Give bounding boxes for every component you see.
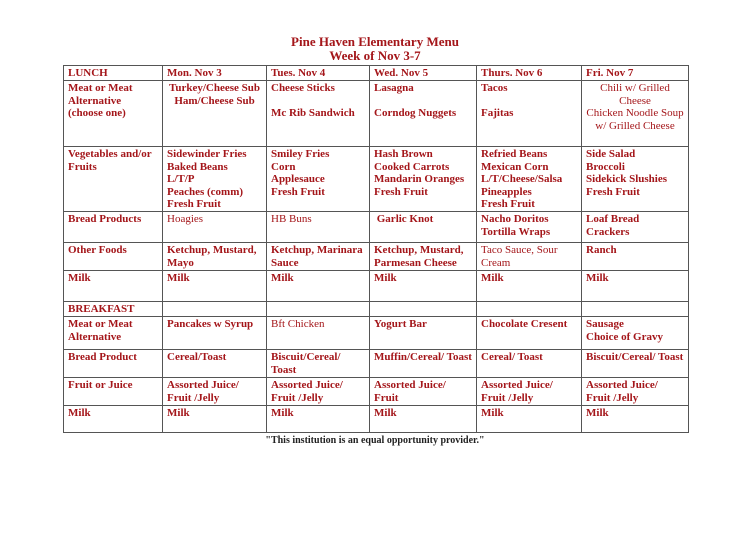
menu-cell bbox=[582, 81, 689, 147]
menu-cell: Cereal/Toast bbox=[163, 350, 267, 378]
menu-item: Tortilla Wraps bbox=[481, 225, 551, 238]
menu-item: Hoagies bbox=[167, 213, 204, 225]
menu-cell bbox=[582, 147, 689, 212]
menu-item: Cooked Carrots bbox=[374, 160, 450, 173]
table-row bbox=[64, 243, 689, 271]
menu-cell: Milk bbox=[477, 406, 582, 433]
menu-item: Loaf Bread bbox=[586, 213, 640, 225]
menu-cell bbox=[370, 212, 477, 243]
menu-item: Nacho Doritos bbox=[481, 213, 549, 225]
table-row bbox=[64, 271, 689, 302]
day-header-fri: Fri. Nov 7 bbox=[582, 66, 689, 81]
menu-item: Refried Beans bbox=[481, 148, 548, 160]
menu-item: Ketchup, Marinara Sauce bbox=[271, 244, 363, 269]
menu-item: Sidewinder Fries bbox=[167, 148, 247, 160]
menu-item: HB Buns bbox=[271, 213, 312, 225]
menu-item: Fresh Fruit bbox=[271, 185, 325, 198]
menu-cell: Milk bbox=[370, 406, 477, 433]
menu-item: Corn bbox=[271, 160, 296, 173]
menu-item: Taco Sauce, Sour Cream bbox=[481, 244, 558, 269]
table-row bbox=[64, 350, 689, 378]
row-label: Milk bbox=[64, 271, 163, 302]
menu-cell bbox=[477, 317, 582, 350]
menu-cell: Biscuit/Cereal/ Toast bbox=[582, 350, 689, 378]
day-header-wed: Wed. Nov 5 bbox=[370, 66, 477, 81]
menu-item: Mandarin Oranges bbox=[374, 173, 465, 185]
menu-item: Fresh Fruit bbox=[167, 198, 221, 210]
table-row bbox=[64, 317, 689, 350]
row-label: Milk bbox=[64, 406, 163, 433]
menu-cell: Milk bbox=[163, 271, 267, 302]
menu-cell: Milk bbox=[267, 271, 370, 302]
menu-item: Sausage bbox=[586, 318, 624, 330]
menu-item: L/T/Cheese/Salsa bbox=[481, 173, 563, 185]
row-label: Meat or Meat Alternative bbox=[64, 317, 163, 350]
menu-cell: Milk bbox=[582, 406, 689, 433]
menu-cell bbox=[267, 147, 370, 212]
menu-cell bbox=[582, 243, 689, 271]
menu-cell bbox=[267, 81, 370, 147]
equal-opportunity-statement: "This institution is an equal opportunity provider." bbox=[265, 435, 485, 446]
menu-cell bbox=[163, 81, 267, 147]
menu-item: Chili w/ Grilled Cheese bbox=[600, 82, 670, 107]
menu-cell bbox=[163, 212, 267, 243]
menu-item: Broccoli bbox=[586, 160, 625, 173]
menu-item: Garlic Knot bbox=[374, 213, 434, 225]
menu-cell bbox=[582, 212, 689, 243]
menu-item: Applesauce bbox=[271, 173, 325, 185]
menu-cell: Milk bbox=[267, 406, 370, 433]
menu-item: Fresh Fruit bbox=[481, 198, 535, 210]
menu-item: Bft Chicken bbox=[271, 318, 325, 330]
lunch-label: LUNCH bbox=[64, 66, 163, 81]
menu-cell bbox=[477, 212, 582, 243]
menu-cell bbox=[267, 317, 370, 350]
menu-item: Ketchup, Mustard, Parmesan Cheese bbox=[374, 244, 464, 269]
menu-item: Fresh Fruit bbox=[586, 185, 640, 198]
menu-cell bbox=[163, 317, 267, 350]
menu-item: L/T/P bbox=[167, 173, 195, 185]
menu-item: Mc Rib Sandwich bbox=[271, 107, 355, 119]
menu-cell: Milk bbox=[477, 271, 582, 302]
menu-item: Choice of Gravy bbox=[586, 330, 663, 343]
menu-cell bbox=[370, 317, 477, 350]
menu-item: Lasagna bbox=[374, 82, 414, 94]
menu-cell bbox=[370, 147, 477, 212]
menu-item: Ham/Cheese Sub bbox=[174, 94, 255, 107]
menu-cell: Cereal/ Toast bbox=[477, 350, 582, 378]
menu-item: Pineapples bbox=[481, 185, 532, 198]
table-row bbox=[64, 147, 689, 212]
menu-cell bbox=[477, 243, 582, 271]
table-row bbox=[64, 81, 689, 147]
breakfast-label: BREAKFAST bbox=[64, 302, 163, 317]
table-row bbox=[64, 378, 689, 406]
menu-item: Smiley Fries bbox=[271, 148, 330, 160]
menu-item: Tacos bbox=[481, 82, 508, 94]
row-label: Meat or Meat Alternative (choose one) bbox=[64, 81, 163, 147]
menu-item: Fajitas bbox=[481, 107, 514, 119]
menu-cell bbox=[370, 81, 477, 147]
table-row bbox=[64, 406, 689, 433]
menu-item: Fresh Fruit bbox=[374, 185, 428, 198]
menu-item: Ranch bbox=[586, 244, 617, 256]
menu-item: Side Salad bbox=[586, 148, 636, 160]
menu-cell bbox=[163, 147, 267, 212]
menu-cell: Assorted Juice/ Fruit bbox=[370, 378, 477, 406]
menu-cell: Biscuit/Cereal/ Toast bbox=[267, 350, 370, 378]
menu-cell: Milk bbox=[582, 271, 689, 302]
menu-cell bbox=[163, 243, 267, 271]
day-header-tue: Tues. Nov 4 bbox=[267, 66, 370, 81]
menu-item: Crackers bbox=[586, 225, 630, 238]
table-row bbox=[64, 212, 689, 243]
menu-cell: Milk bbox=[370, 271, 477, 302]
menu-cell: Assorted Juice/ Fruit /Jelly bbox=[477, 378, 582, 406]
school-menu-heading: Pine Haven Elementary Menu bbox=[291, 34, 459, 49]
menu-item: Hash Brown bbox=[374, 148, 433, 160]
row-label: Bread Products bbox=[64, 212, 163, 243]
menu-title bbox=[0, 35, 750, 63]
menu-cell bbox=[477, 81, 582, 147]
menu-item: Chocolate Cresent bbox=[481, 318, 568, 330]
menu-table bbox=[63, 65, 689, 433]
menu-item: Yogurt Bar bbox=[374, 318, 427, 330]
day-header-mon: Mon. Nov 3 bbox=[163, 66, 267, 81]
menu-cell: Assorted Juice/ Fruit /Jelly bbox=[582, 378, 689, 406]
menu-item: Mexican Corn bbox=[481, 160, 549, 173]
row-label: Fruit or Juice bbox=[64, 378, 163, 406]
menu-item: Corndog Nuggets bbox=[374, 107, 457, 119]
menu-cell bbox=[582, 317, 689, 350]
menu-cell: Assorted Juice/ Fruit /Jelly bbox=[163, 378, 267, 406]
menu-item: Pancakes w Syrup bbox=[167, 318, 254, 330]
week-heading: Week of Nov 3-7 bbox=[329, 48, 421, 63]
menu-cell bbox=[267, 243, 370, 271]
menu-item: Sidekick Slushies bbox=[586, 173, 668, 185]
row-label: Bread Product bbox=[64, 350, 163, 378]
menu-cell bbox=[370, 243, 477, 271]
menu-item: Turkey/Cheese Sub bbox=[169, 82, 260, 94]
lunch-header-row bbox=[64, 66, 689, 81]
day-header-thu: Thurs. Nov 6 bbox=[477, 66, 582, 81]
menu-item: Cheese Sticks bbox=[271, 82, 335, 94]
breakfast-header-row bbox=[64, 302, 689, 317]
row-label: Other Foods bbox=[64, 243, 163, 271]
menu-item: Peaches (comm) bbox=[167, 185, 244, 198]
menu-cell: Milk bbox=[163, 406, 267, 433]
menu-item: Chicken Noodle Soup w/ Grilled Cheese bbox=[586, 107, 684, 132]
menu-cell bbox=[477, 147, 582, 212]
menu-cell: Muffin/Cereal/ Toast bbox=[370, 350, 477, 378]
menu-cell bbox=[267, 212, 370, 243]
row-label: Vegetables and/or Fruits bbox=[64, 147, 163, 212]
menu-item: Baked Beans bbox=[167, 160, 228, 173]
menu-cell: Assorted Juice/ Fruit /Jelly bbox=[267, 378, 370, 406]
menu-item: Ketchup, Mustard, Mayo bbox=[167, 244, 257, 269]
